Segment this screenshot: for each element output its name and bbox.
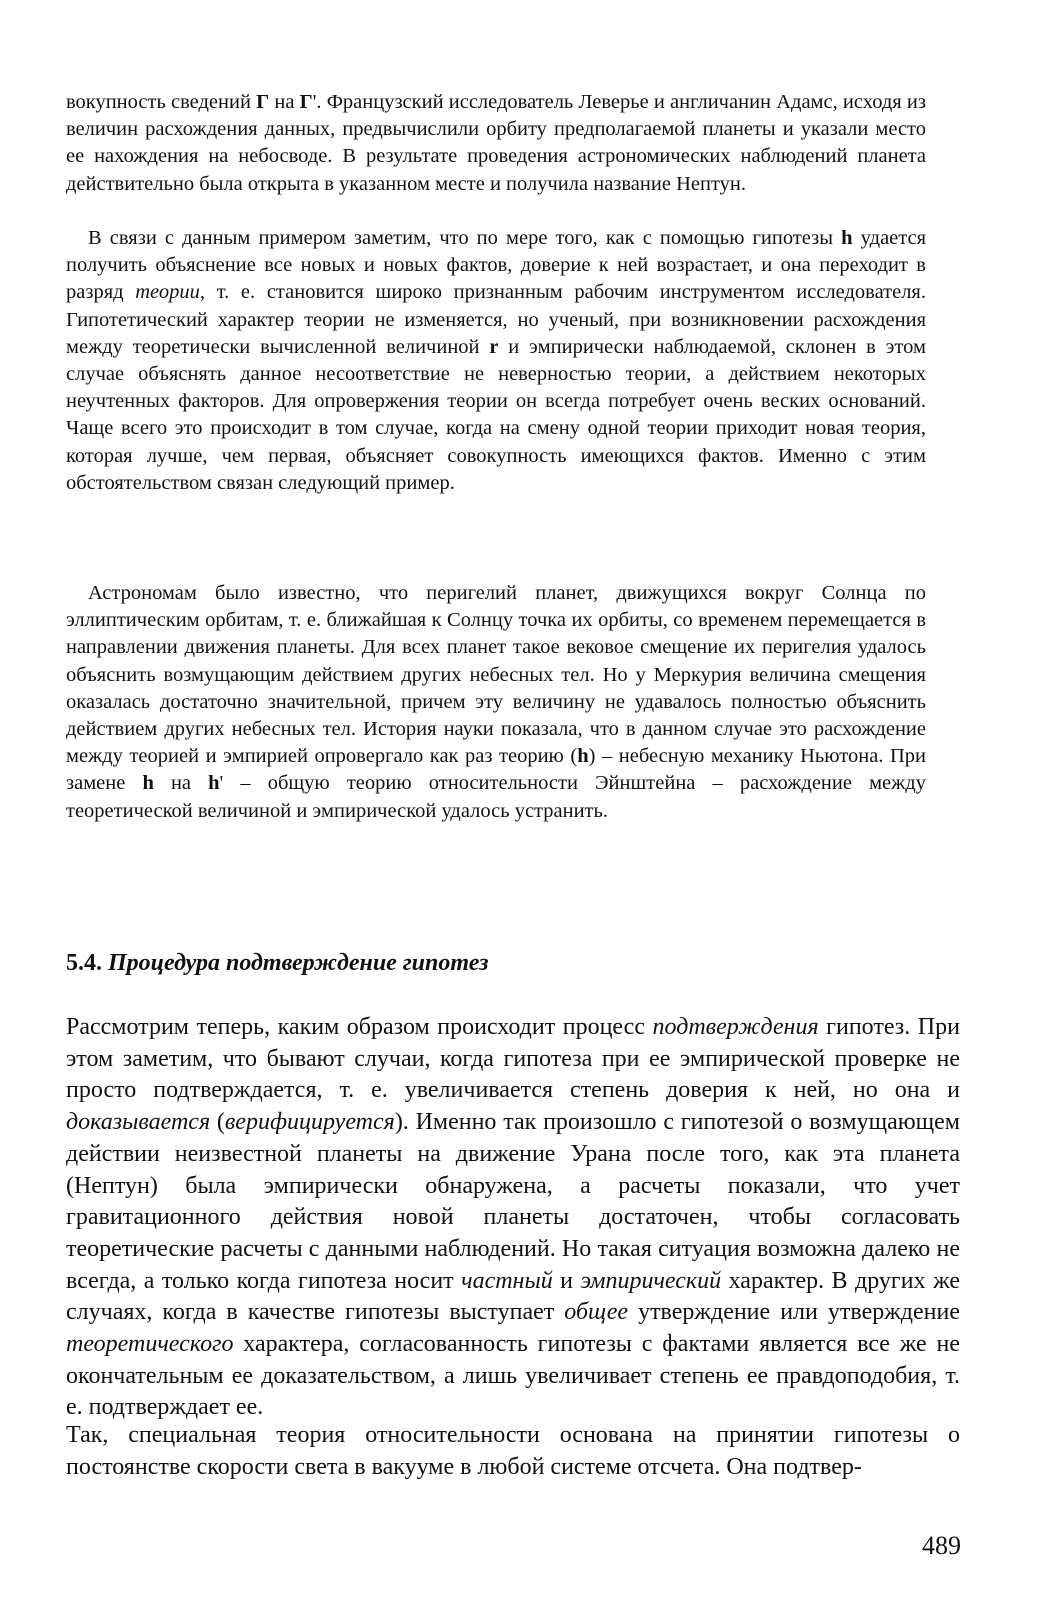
paragraphs_bottom-paragraph [66, 1420, 960, 1483]
text-run: , т. е. становится широко признанным рабочим инструментом исследователя. Гипотетический характер теории не изменяется, но ученый, при возникновении расхождения между теоретически вычисленной величиной [66, 281, 926, 358]
text-run: Астрономам было известно, что перигелий планет, движущихся вокруг Солнца по эллиптическим орбитам, т. е. ближайшая к Солнцу точка их орбиты, со временем перемещается в направлении движения планеты. Для всех планет такое вековое смещение их перигелия удалось объяснить возмущающим действием других небесных тел. Но у Меркурия величина смещения оказалась достаточно значительной, причем эту величину не удавалось полностью объяснить действием других небесных тел. История науки показала, что в данном случае это расхождение между теорией и эмпирией опровергало как раз теорию ( [66, 582, 926, 768]
italic-term: подтверждения [652, 1014, 819, 1040]
text-run: утверждение или утверждение [628, 1299, 961, 1326]
text-run: характер. В других же случаях, когда в качестве гипотезы выступает [66, 1267, 960, 1326]
italic-term: эмпирический [580, 1267, 722, 1294]
bold-symbol: r [489, 335, 499, 358]
paragraphs_top-paragraph [66, 225, 926, 497]
paragraphs_bottom-paragraph [66, 1012, 960, 1424]
text-run: В связи с данным примером заметим, что по мере того, как с помощью гипотезы [88, 227, 842, 249]
italic-term: общее [564, 1299, 629, 1326]
bold-symbol: h [577, 745, 589, 768]
paragraphs_top-paragraph [66, 89, 926, 198]
bold-symbol: Г [256, 91, 270, 113]
text-run: '. Французский исследователь Леверье и англичанин Адамс, исходя из величин расхождения данных, предвычислили орбиту предполагаемой планеты и указали место ее нахождения на небосводе. В результате проведения астрономических наблюдений планета действительно была открыта в указанном месте и получила название Нептун. [66, 91, 926, 195]
text-run: Так, специальная теория относительности основана на принятии гипотезы о постоянстве скорости света в вакууме в любой системе отсчета. Она подтвер- [66, 1422, 960, 1480]
bold-symbol: h [142, 772, 154, 795]
italic-term: теории [135, 281, 200, 304]
text-run: вокупность сведений [66, 91, 257, 113]
text-run: ) – небесную механику Ньютона. При замене [66, 745, 926, 795]
bold-symbol: h [208, 772, 220, 795]
section-title: Процедура подтверждение гипотез [108, 950, 489, 976]
text-run: ' – общую теорию относительности Эйнштейна – расхождение между теоретической величиной и эмпирической удалось устранить. [66, 772, 926, 822]
text-run: характера, согласованность гипотезы с фактами является все же не окончательным ее доказательством, а лишь увеличивает степень ее правдоподобия, т. е. подтверждает ее. [66, 1331, 960, 1421]
text-run: ( [210, 1109, 225, 1136]
paragraphs_top-paragraph [66, 580, 926, 825]
bold-symbol: Г [299, 91, 313, 113]
text-run: и эмпирически наблюдаемой, склонен в этом случае объяснять данное несоответствие не неверностью теории, а действием некоторых неучтенных факторов. Для опровержения теории он всегда потребует очень веских оснований. Чаще всего это происходит в том случае, когда на смену одной теории приходит новая теория, которая лучше, чем первая, объясняет совокупность имеющихся фактов. Именно с этим обстоятельством связан следующий пример. [66, 335, 926, 494]
italic-term: теоретического [66, 1331, 234, 1358]
text-run: Рассмотрим теперь, каким образом происходит процесс [66, 1014, 653, 1040]
text-run: на [153, 772, 209, 795]
italic-term: верифицируется [224, 1109, 395, 1136]
text-run: гипотез. При этом заметим, что бывают случаи, когда гипотеза при ее эмпирической проверке не просто подтверждается, т. е. увеличивается степень доверия к ней, но она и [66, 1014, 960, 1104]
section-number: 5.4. [66, 950, 102, 976]
italic-term: доказывается [66, 1109, 211, 1136]
bold-symbol: h [841, 227, 853, 249]
text-run: и [552, 1267, 581, 1294]
text-run: на [269, 91, 300, 113]
page-number: 489 [922, 1531, 961, 1560]
italic-term: частный [461, 1267, 553, 1294]
section-heading [66, 950, 926, 977]
text-run: удается получить объяснение все новых и новых фактов, доверие к ней возрастает, и она переходит в разряд [66, 227, 926, 304]
text-run: ). Именно так произошло с гипотезой о возмущающем действии неизвестной планеты на движение Урана после того, как эта планета (Нептун) была эмпирически обнаружена, а расчеты показали, что учет гравитационного действия новой планеты достаточен, чтобы согласовать теоретические расчеты с данными наблюдений. Но такая ситуация возможна далеко не всегда, а только когда гипотеза носит [66, 1109, 960, 1294]
